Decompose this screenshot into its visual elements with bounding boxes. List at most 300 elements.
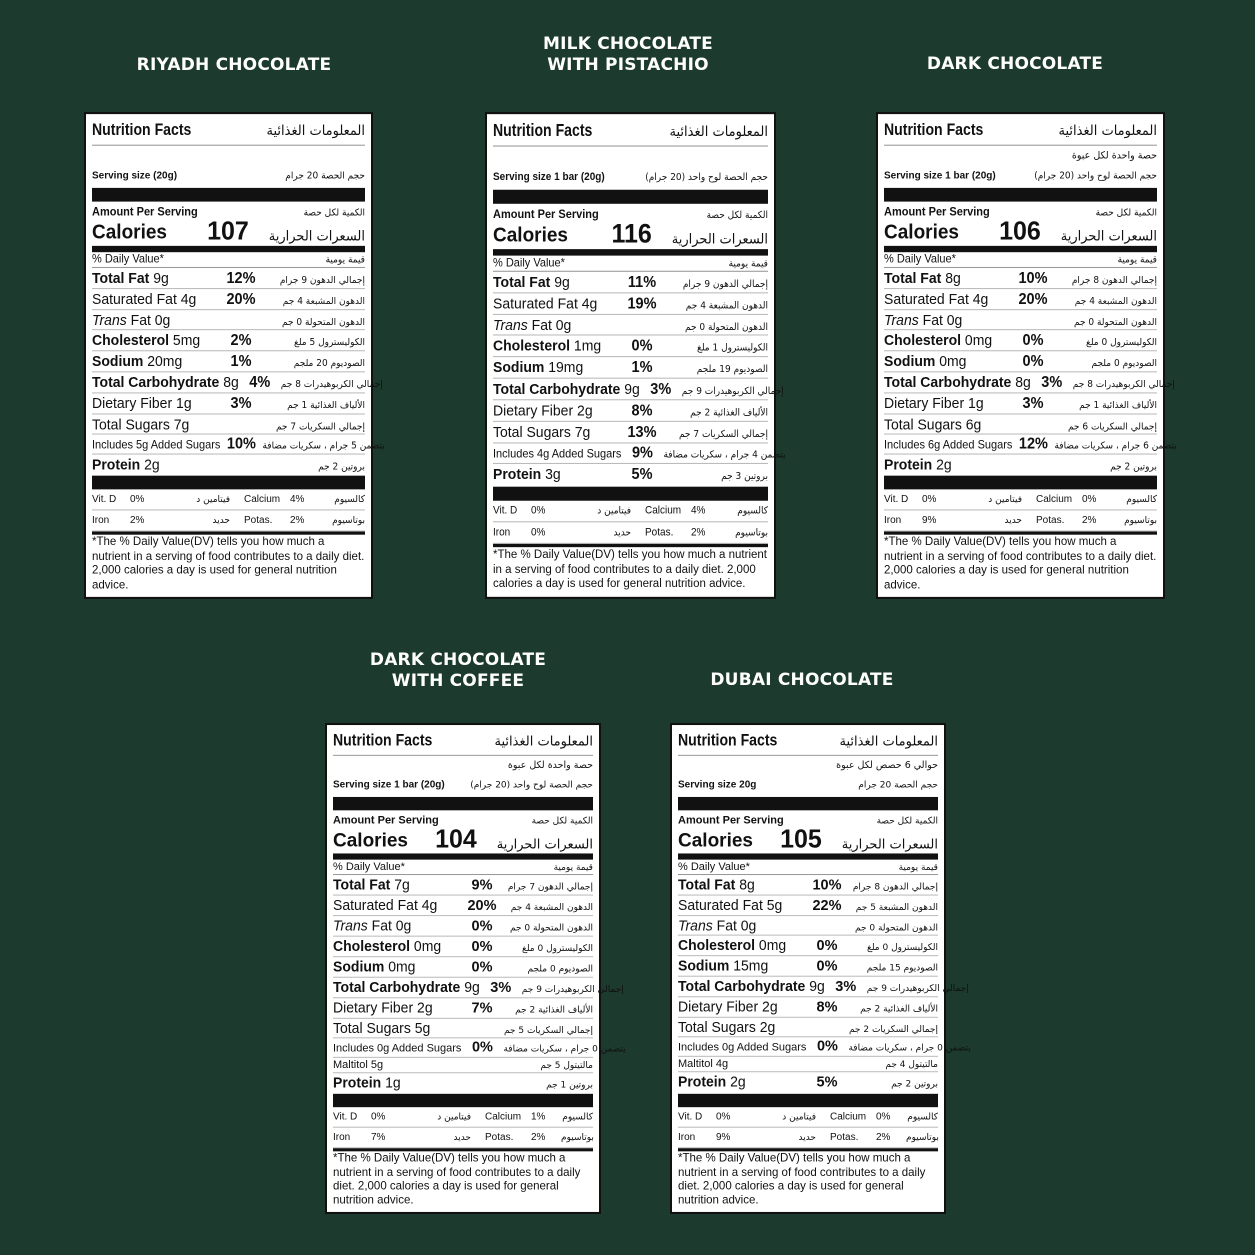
calories-row bbox=[884, 218, 1157, 252]
calories-value: 116 bbox=[611, 218, 652, 250]
nutrient-label: Saturated Fat bbox=[92, 290, 177, 308]
nutrient-name bbox=[333, 1059, 461, 1071]
calories-label: Calories bbox=[92, 221, 167, 244]
nutrient-percent: 0% bbox=[816, 958, 838, 975]
nutrient-label: Total Carbohydrate bbox=[493, 379, 621, 398]
nutrient-name-ar: الدهون المشبعة 4 جم bbox=[685, 300, 768, 312]
nutrient-amount: 8g bbox=[739, 876, 755, 893]
nutrient-row bbox=[333, 1073, 593, 1091]
product-title-dark: DARK CHOCOLATE bbox=[926, 54, 1104, 74]
nutrient-name-ar: الصوديوم 15 ملجم bbox=[866, 963, 938, 974]
nutrition-facts-heading: Nutrition Facts bbox=[333, 732, 433, 750]
nutrient-label-suffix: Fat bbox=[527, 316, 552, 334]
nutrient-label: Total Fat bbox=[333, 876, 391, 893]
serving-size bbox=[92, 165, 365, 188]
potassium-label-ar: بوتاسيوم bbox=[906, 1132, 939, 1143]
amount-per-serving-en: Amount Per Serving bbox=[333, 814, 439, 827]
nutrient-percent: 0% bbox=[471, 938, 493, 956]
label-header bbox=[678, 732, 938, 756]
nutrient-percent: 0% bbox=[1022, 353, 1044, 371]
amount-per-serving-en: Amount Per Serving bbox=[92, 205, 198, 219]
nutrient-label-suffix: Fat bbox=[367, 917, 392, 934]
nutrient-name bbox=[884, 311, 1012, 328]
nutrient-name bbox=[333, 1074, 461, 1090]
nutrient-name-ar: مالتيتول 4 جم bbox=[885, 1059, 938, 1071]
nutrient-row bbox=[678, 936, 938, 957]
vitamin-d-label: Vit. D bbox=[333, 1111, 358, 1123]
servings-per-container-ar: حصة واحدة لكل عبوة bbox=[1071, 149, 1157, 162]
nutrient-name bbox=[333, 917, 461, 933]
nutrient-percent: 8% bbox=[816, 999, 838, 1016]
nutrient-name-ar: الكوليسترول 0 ملغ bbox=[522, 943, 593, 955]
vitamin-row bbox=[884, 489, 1157, 510]
nutrient-label: Total Fat bbox=[493, 272, 551, 291]
nutrient-percent: 5% bbox=[631, 466, 653, 484]
nutrient-name bbox=[884, 439, 1012, 452]
nutrient-name-ar: الصوديوم 20 ملجم bbox=[293, 358, 365, 370]
nutrient-row bbox=[678, 896, 938, 917]
calories-label-ar: السعرات الحرارية bbox=[671, 231, 768, 249]
nutrient-row bbox=[92, 268, 365, 289]
nutrition-facts-heading-ar: المعلومات الغذائية bbox=[839, 734, 938, 750]
nutrient-label: Trans bbox=[333, 917, 368, 934]
nutrient-row bbox=[884, 351, 1157, 372]
nutrient-name-ar: إجمالي الدهون 7 جرام bbox=[507, 882, 593, 893]
mineral-row bbox=[884, 510, 1157, 531]
nutrient-name-ar: بروتين 2 جم bbox=[891, 1079, 938, 1090]
nutrient-name bbox=[884, 269, 1012, 286]
potassium-label-ar: بوتاسيوم bbox=[735, 527, 768, 538]
nutrient-name bbox=[884, 394, 1012, 411]
calories-label-ar: السعرات الحرارية bbox=[496, 837, 593, 853]
nutrient-name-ar: بروتين 1 جم bbox=[546, 1080, 593, 1091]
vitamin-d-label-ar: فيتامين د bbox=[437, 1111, 471, 1123]
nutrient-row bbox=[678, 1018, 938, 1038]
nutrient-name bbox=[678, 1073, 806, 1089]
nutrient-amount: 9g bbox=[809, 977, 825, 995]
nutrient-row bbox=[333, 1019, 593, 1039]
nutrient-percent: 8% bbox=[631, 402, 653, 420]
nutrient-percent: 12% bbox=[1018, 435, 1048, 453]
nutrient-name-ar: مالتيتول 5 جم bbox=[540, 1060, 593, 1072]
nutrient-name bbox=[333, 1020, 461, 1036]
nutrient-row bbox=[884, 415, 1157, 435]
nutrient-label: Sodium bbox=[333, 958, 385, 975]
calories-label-ar: السعرات الحرارية bbox=[1060, 229, 1157, 245]
nutrient-row bbox=[333, 896, 593, 917]
daily-value-footnote: *The % Daily Value(DV) tells you how much a nutrient in a serving of food contributes to a daily diet. 2,000 calories a day is used for general nutrition advice. bbox=[678, 1148, 938, 1208]
nutrient-name bbox=[678, 998, 806, 1014]
nutrient-name-ar: الألياف الغذائية 2 جم bbox=[515, 1005, 593, 1016]
nutrient-amount: 0mg bbox=[413, 937, 442, 955]
nutrient-name-ar: يتضمن 4 جرام ، سكريات مضافة bbox=[663, 449, 786, 461]
nutrient-amount: 6g bbox=[965, 415, 982, 433]
nutrient-row bbox=[92, 351, 365, 372]
nutrient-name bbox=[92, 373, 239, 390]
daily-value-header bbox=[92, 252, 365, 268]
nutrient-row bbox=[678, 997, 938, 1018]
nutrient-name bbox=[333, 958, 461, 974]
amount-per-serving-ar: الكمية لكل حصة bbox=[706, 210, 768, 222]
nutrient-name bbox=[884, 290, 1012, 307]
calories-label: Calories bbox=[884, 221, 959, 244]
divider-thick bbox=[678, 797, 938, 810]
serving-size-ar: حجم الحصة 20 جرام bbox=[285, 171, 365, 182]
serving-size bbox=[884, 165, 1157, 188]
nutrient-percent: 10% bbox=[812, 877, 842, 894]
nutrient-row bbox=[493, 400, 768, 422]
mineral-row bbox=[92, 510, 365, 531]
calories-label: Calories bbox=[678, 829, 753, 852]
nutrient-label: Dietary Fiber bbox=[678, 998, 759, 1015]
nutrient-row bbox=[333, 1038, 626, 1058]
nutrient-row bbox=[92, 372, 383, 393]
nutrient-percent: 10% bbox=[226, 435, 256, 453]
nutrient-percent: 3% bbox=[230, 395, 252, 413]
potassium-label: Potas. bbox=[645, 526, 674, 539]
nutrient-label: Cholesterol bbox=[493, 336, 571, 354]
daily-value-en: % Daily Value* bbox=[884, 253, 956, 266]
iron-value: 9% bbox=[922, 514, 937, 527]
nutrient-name bbox=[493, 358, 621, 375]
nutrient-row bbox=[493, 443, 786, 464]
nutrient-name bbox=[678, 937, 806, 953]
calories-row bbox=[333, 824, 593, 860]
nutrient-name-ar: الصوديوم 0 ملجم bbox=[527, 964, 593, 975]
vitamin-d-value: 0% bbox=[371, 1111, 386, 1123]
nutrient-row bbox=[92, 310, 365, 330]
calcium-value: 0% bbox=[1082, 493, 1097, 506]
nutrient-row bbox=[493, 315, 768, 336]
vitamin-d-label: Vit. D bbox=[884, 493, 909, 506]
nutrition-facts-heading: Nutrition Facts bbox=[493, 121, 593, 141]
calories-row bbox=[678, 824, 938, 860]
nutrient-row bbox=[493, 272, 768, 294]
nutrient-label: Trans bbox=[678, 917, 713, 934]
nutrient-name-ar: الألياف الغذائية 1 جم bbox=[1079, 400, 1157, 412]
nutrient-name-ar: الدهون المتحولة 0 جم bbox=[1073, 317, 1157, 329]
nutrient-name-ar: إجمالي السكريات 7 جم bbox=[275, 421, 365, 433]
nutrient-name-ar: الألياف الغذائية 2 جم bbox=[690, 407, 768, 419]
nutrient-label: Protein bbox=[92, 455, 141, 473]
nutrient-name bbox=[92, 311, 220, 328]
nutrient-label: Total Sugars bbox=[92, 415, 170, 433]
serving-size-en: Serving size (20g) bbox=[92, 169, 178, 182]
amount-per-serving-en: Amount Per Serving bbox=[493, 208, 599, 222]
iron-label: Iron bbox=[92, 514, 110, 527]
nutrient-name bbox=[92, 416, 220, 433]
daily-value-footnote: *The % Daily Value(DV) tells you how much a nutrient in a serving of food contributes to a daily diet. 2,000 calories a day is used for general nutrition advice. bbox=[884, 532, 1157, 593]
nutrient-name-ar: بروتين 3 جم bbox=[721, 471, 768, 483]
potassium-value: 2% bbox=[691, 526, 706, 539]
nutrient-name bbox=[92, 439, 220, 452]
nutrient-label: Protein bbox=[884, 455, 933, 473]
nutrient-row bbox=[493, 422, 768, 444]
nutrient-row bbox=[92, 330, 365, 351]
nutrient-name bbox=[92, 331, 220, 348]
nutrient-name bbox=[333, 979, 480, 995]
nutrient-label: Cholesterol bbox=[333, 937, 411, 955]
potassium-label-ar: بوتاسيوم bbox=[332, 515, 365, 526]
nutrient-name bbox=[884, 416, 1012, 433]
nutrient-label: Dietary Fiber bbox=[92, 394, 173, 412]
divider-thick bbox=[92, 476, 365, 490]
nutrient-row bbox=[493, 379, 784, 401]
nutrient-row bbox=[333, 875, 593, 896]
serving-size-ar: حجم الحصة 20 جرام bbox=[858, 780, 938, 791]
nutrient-percent: 0% bbox=[471, 918, 493, 935]
nutrient-row bbox=[493, 293, 768, 315]
nutrient-name-ar: الصوديوم 0 ملجم bbox=[1091, 358, 1157, 370]
nutrient-label-suffix: Fat bbox=[918, 311, 943, 329]
nutrient-percent: 0% bbox=[816, 937, 838, 955]
calories-label: Calories bbox=[493, 224, 568, 247]
nutrition-label-dark-coffee bbox=[325, 723, 626, 1214]
vitamin-d-value: 0% bbox=[922, 493, 937, 506]
divider-thick bbox=[92, 188, 365, 202]
nutrient-label: Total Sugars bbox=[678, 1018, 756, 1036]
nutrient-name-ar: يتضمن 5 جرام ، سكريات مضافة bbox=[262, 440, 385, 452]
nutrient-name bbox=[92, 352, 220, 369]
nutrient-label: Saturated Fat bbox=[678, 896, 763, 914]
iron-value: 9% bbox=[716, 1131, 731, 1144]
iron-value: 2% bbox=[130, 514, 145, 527]
serving-size bbox=[333, 774, 593, 797]
nutrition-facts-heading: Nutrition Facts bbox=[92, 121, 192, 140]
nutrient-name-ar: الدهون المشبعة 4 جم bbox=[510, 902, 593, 914]
nutrient-name bbox=[333, 999, 461, 1015]
nutrition-facts-heading-ar: المعلومات الغذائية bbox=[1058, 123, 1157, 140]
nutrient-label: Includes 5g Added Sugars bbox=[92, 438, 221, 452]
product-title-riyadh: RIYADH CHOCOLATE bbox=[136, 55, 332, 75]
nutrient-row bbox=[678, 875, 938, 896]
nutrient-row bbox=[884, 289, 1157, 310]
nutrition-label-riyadh bbox=[84, 112, 385, 599]
nutrient-name bbox=[333, 1042, 461, 1054]
nutrition-facts-heading: Nutrition Facts bbox=[884, 121, 984, 140]
nutrient-name-ar: إجمالي السكريات 2 جم bbox=[848, 1024, 938, 1036]
nutrient-amount: 4g bbox=[581, 294, 598, 312]
nutrient-amount: 0g bbox=[395, 917, 412, 934]
nutrient-amount: 8g bbox=[945, 269, 961, 286]
mineral-row bbox=[333, 1128, 593, 1149]
servings-per-container bbox=[92, 146, 365, 165]
servings-per-container bbox=[678, 756, 938, 774]
nutrient-name-ar: بروتين 2 جم bbox=[318, 461, 365, 473]
nutrient-name bbox=[333, 897, 461, 913]
nutrient-name-ar: إجمالي الدهون 8 جرام bbox=[1071, 275, 1157, 286]
daily-value-ar: قيمة يومية bbox=[898, 862, 938, 873]
divider-thick bbox=[493, 190, 768, 204]
nutrient-label: Protein bbox=[678, 1073, 727, 1090]
nutrient-label: Protein bbox=[493, 465, 542, 483]
nutrient-percent: 0% bbox=[471, 1039, 493, 1056]
potassium-value: 2% bbox=[876, 1131, 891, 1144]
nutrient-amount: 0g bbox=[946, 311, 963, 329]
nutrient-label: Total Carbohydrate bbox=[884, 373, 1012, 391]
nutrient-name bbox=[92, 394, 220, 411]
iron-value: 0% bbox=[531, 526, 546, 539]
nutrient-label: Sodium bbox=[92, 352, 144, 370]
nutrient-percent: 0% bbox=[471, 959, 493, 976]
amount-per-serving-en: Amount Per Serving bbox=[678, 814, 784, 827]
iron-label: Iron bbox=[678, 1131, 696, 1144]
serving-size-ar: حجم الحصة لوح واحد (20 جرام) bbox=[645, 172, 768, 184]
label-header bbox=[333, 732, 593, 756]
nutrient-percent: 0% bbox=[816, 1038, 838, 1055]
nutrient-percent: 9% bbox=[631, 444, 653, 462]
nutrient-name bbox=[884, 331, 1012, 348]
amount-per-serving-ar: الكمية لكل حصة bbox=[531, 816, 593, 827]
nutrient-row bbox=[92, 289, 365, 310]
nutrient-row bbox=[884, 435, 1177, 455]
nutrient-name bbox=[493, 337, 621, 354]
nutrient-label: Dietary Fiber bbox=[884, 394, 965, 412]
nutrition-facts-heading-ar: المعلومات الغذائية bbox=[669, 123, 768, 141]
nutrient-amount: 0g bbox=[154, 311, 171, 329]
nutrient-name-ar: يتضمن 0 جرام ، سكريات مضافة bbox=[503, 1044, 626, 1055]
daily-value-footnote: *The % Daily Value(DV) tells you how much a nutrient in a serving of food contributes to a daily diet. 2,000 calories a day is used for general nutrition advice. bbox=[92, 532, 365, 593]
nutrient-amount: 1mg bbox=[573, 336, 602, 354]
calcium-label-ar: كالسيوم bbox=[1126, 494, 1157, 505]
divider-thick bbox=[333, 797, 593, 810]
nutrient-amount: 2g bbox=[762, 998, 778, 1015]
nutrient-amount: 5g bbox=[766, 896, 783, 914]
nutrient-name-ar: الدهون المشبعة 4 جم bbox=[1074, 296, 1157, 308]
nutrient-label: Total Carbohydrate bbox=[92, 373, 220, 391]
daily-value-en: % Daily Value* bbox=[92, 253, 164, 266]
nutrient-amount: 8g bbox=[223, 373, 239, 391]
nutrient-row bbox=[884, 372, 1175, 393]
nutrient-name bbox=[493, 401, 621, 418]
calories-label-ar: السعرات الحرارية bbox=[268, 229, 365, 245]
nutrient-name bbox=[884, 373, 1031, 390]
nutrient-row bbox=[92, 435, 385, 455]
nutrient-name bbox=[678, 1058, 806, 1070]
nutrient-row bbox=[493, 336, 768, 358]
nutrient-label: Total Sugars bbox=[493, 422, 571, 441]
nutrient-row bbox=[333, 916, 593, 937]
nutrient-row bbox=[92, 455, 365, 474]
nutrient-amount: 15mg bbox=[733, 957, 769, 974]
nutrient-amount: 2g bbox=[936, 455, 952, 473]
nutrient-percent: 20% bbox=[1018, 291, 1048, 309]
potassium-value: 2% bbox=[531, 1131, 546, 1144]
nutrient-label: Saturated Fat bbox=[493, 294, 578, 312]
nutrient-row bbox=[678, 1072, 938, 1092]
vitamin-d-value: 0% bbox=[531, 505, 546, 517]
nutrient-name bbox=[493, 294, 621, 311]
daily-value-header bbox=[493, 256, 768, 272]
nutrient-percent: 9% bbox=[471, 877, 493, 894]
calcium-label: Calcium bbox=[485, 1111, 522, 1123]
nutrient-label: Sodium bbox=[493, 358, 545, 376]
vitamin-row bbox=[678, 1107, 938, 1128]
nutrient-row bbox=[678, 977, 969, 998]
nutrient-name bbox=[884, 352, 1012, 369]
nutrient-label: Trans bbox=[884, 311, 919, 329]
nutrient-name-ar: يتضمن 0 جرام ، سكريات مضافة bbox=[848, 1043, 971, 1054]
nutrient-amount: 5g bbox=[414, 1019, 431, 1037]
calories-label-ar: السعرات الحرارية bbox=[841, 837, 938, 853]
nutrient-name bbox=[678, 1019, 806, 1035]
vitamin-d-label: Vit. D bbox=[493, 505, 518, 517]
nutrient-percent: 3% bbox=[1041, 374, 1063, 392]
amount-per-serving-ar: الكمية لكل حصة bbox=[303, 207, 365, 219]
nutrient-name bbox=[333, 938, 461, 954]
vitamin-d-value: 0% bbox=[716, 1111, 731, 1123]
nutrient-name-ar: الكوليسترول 0 ملغ bbox=[867, 942, 938, 954]
nutrient-name bbox=[493, 380, 640, 397]
nutrient-percent: 1% bbox=[230, 353, 252, 371]
nutrient-row bbox=[333, 998, 593, 1019]
serving-size-ar: حجم الحصة لوح واحد (20 جرام) bbox=[1034, 171, 1157, 182]
nutrient-percent: 19% bbox=[627, 295, 657, 313]
nutrient-row bbox=[333, 937, 593, 958]
nutrient-label: Total Carbohydrate bbox=[678, 977, 806, 995]
nutrient-row bbox=[884, 393, 1157, 414]
label-header bbox=[493, 122, 768, 147]
nutrition-facts-heading: Nutrition Facts bbox=[678, 732, 778, 750]
nutrient-amount: 0mg bbox=[388, 958, 416, 975]
nutrient-amount: 0mg bbox=[758, 936, 787, 954]
label-header bbox=[884, 121, 1157, 145]
nutrient-name bbox=[92, 290, 220, 307]
nutrient-label: Maltitol 4g bbox=[678, 1057, 729, 1071]
nutrition-facts-heading-ar: المعلومات الغذائية bbox=[266, 123, 365, 140]
iron-value: 7% bbox=[371, 1131, 386, 1144]
iron-label-ar: حديد bbox=[212, 515, 230, 526]
product-title-milk-pistachio: MILK CHOCOLATE WITH PISTACHIO bbox=[543, 34, 713, 75]
nutrient-label: Cholesterol bbox=[92, 331, 170, 349]
vitamin-d-label-ar: فيتامين د bbox=[597, 505, 631, 517]
iron-label-ar: حديد bbox=[798, 1132, 816, 1143]
nutrient-percent: 22% bbox=[812, 897, 842, 915]
nutrient-label: Total Fat bbox=[678, 876, 736, 893]
nutrient-name bbox=[493, 448, 621, 461]
vitamin-d-label: Vit. D bbox=[678, 1111, 703, 1123]
nutrient-row bbox=[678, 1037, 971, 1057]
nutrient-percent: 12% bbox=[226, 270, 256, 287]
daily-value-header bbox=[884, 252, 1157, 268]
nutrient-row bbox=[92, 415, 365, 435]
nutrient-name bbox=[678, 876, 806, 892]
daily-value-en: % Daily Value* bbox=[333, 860, 405, 873]
divider-thick bbox=[333, 1094, 593, 1107]
vitamin-d-label-ar: فيتامين د bbox=[988, 494, 1022, 505]
nutrient-amount: 9g bbox=[554, 272, 570, 291]
nutrient-name bbox=[493, 465, 621, 482]
nutrient-amount: 3g bbox=[545, 465, 561, 483]
nutrient-row bbox=[92, 393, 365, 414]
nutrient-amount: 9g bbox=[153, 269, 169, 286]
nutrient-percent: 0% bbox=[1022, 332, 1044, 350]
nutrient-amount: 8g bbox=[1015, 373, 1031, 391]
nutrient-percent: 3% bbox=[1022, 395, 1044, 413]
nutrient-row bbox=[884, 330, 1157, 351]
nutrient-row bbox=[678, 1057, 938, 1072]
vitamin-d-value: 0% bbox=[130, 493, 145, 506]
label-header bbox=[92, 121, 365, 145]
nutrient-row bbox=[678, 956, 938, 977]
nutrient-name-ar: إجمالي الكربوهيدرات 9 جم bbox=[521, 984, 624, 996]
nutrient-name bbox=[493, 316, 621, 333]
nutrient-label-suffix: Fat bbox=[712, 917, 737, 934]
nutrient-percent: 11% bbox=[627, 273, 657, 292]
nutrient-amount: 1g bbox=[968, 394, 984, 412]
nutrient-percent: 2% bbox=[230, 332, 252, 350]
iron-label-ar: حديد bbox=[453, 1132, 471, 1143]
